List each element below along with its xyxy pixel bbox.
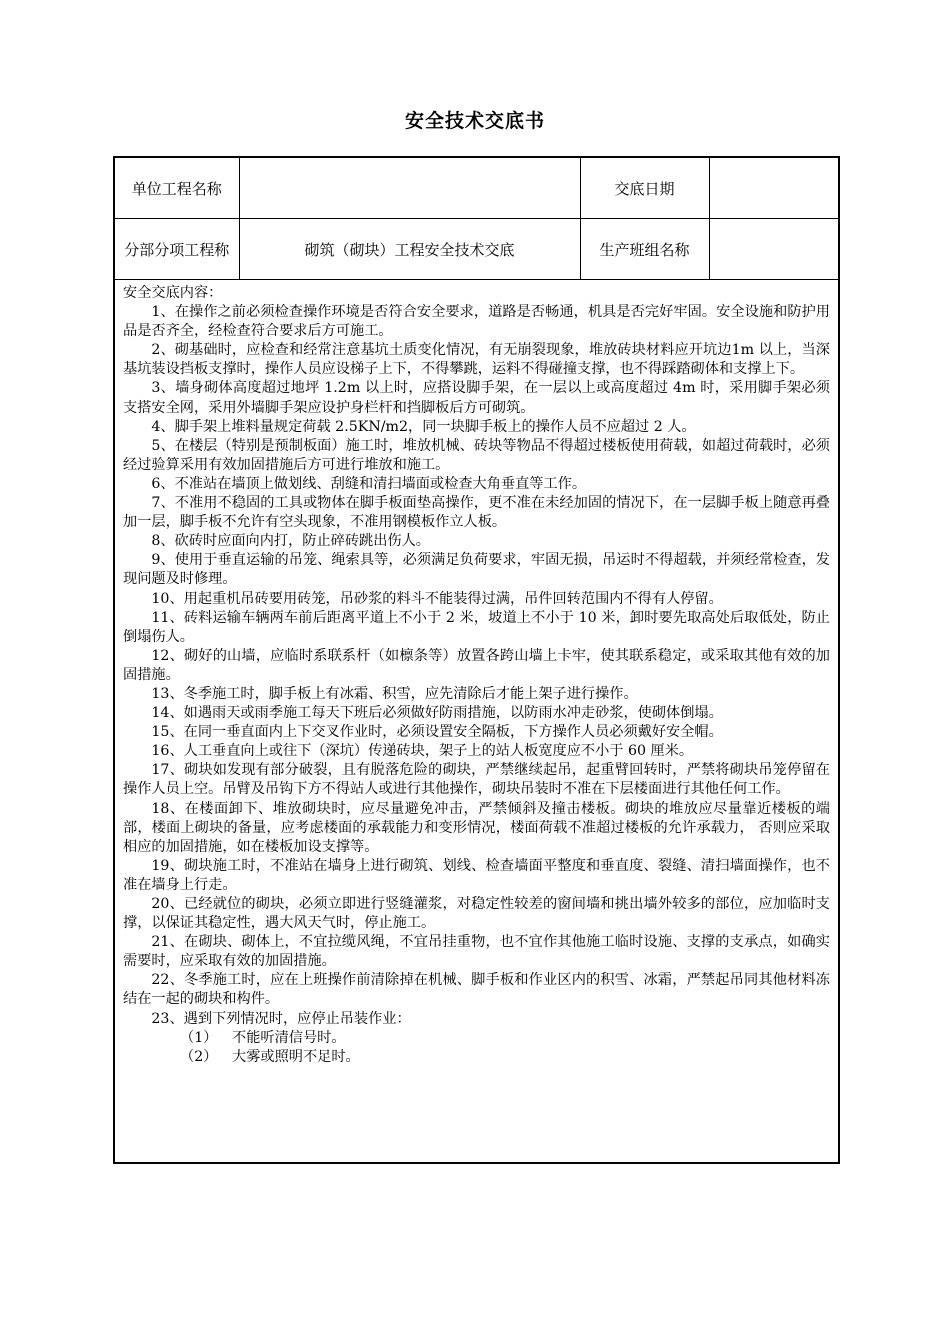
date-value[interactable] — [709, 157, 839, 219]
briefing-sub-item — [123, 1029, 830, 1048]
briefing-item: 17、砌块如发现有部分破裂，且有脱落危险的砌块，严禁继续起吊，起重臂回转时，严禁将砌块吊笼停留在操作人员上空。吊臂及吊钩下方不得站人或进行其他操作，砌块吊装时不准在下层楼面进行其他任何工作。 — [123, 762, 830, 798]
date-label: 交底日期 — [580, 157, 709, 219]
briefing-item: 10、用起重机吊砖要用砖笼，吊砂浆的料斗不能装得过满，吊件回转范围内不得有人停留。 — [151, 590, 723, 607]
sub-item-text: 大雾或照明不足时。 — [232, 1048, 360, 1065]
sub-item-text: 不能听清信号时。 — [232, 1029, 346, 1046]
briefing-item: 15、在同一垂直面内上下交叉作业时，必须设置安全隔板，下方操作人员必须戴好安全帽。 — [151, 724, 723, 741]
briefing-item: 2、砌基础时，应检查和经常注意基坑土质变化情况，有无崩裂现象，堆放砖块材料应开坑边1m 以上，当深基坑装设挡板支撑时，操作人员应设梯子上下，不得攀跳，运料不得碰撞支撑，也不得踩踏砌体和支撑上下。 — [123, 342, 830, 378]
briefing-item: 16、人工垂直向上或往下（深坑）传递砖块，架子上的站人板宽度应不小于 60 厘米。 — [151, 743, 694, 760]
briefing-items — [123, 303, 830, 1029]
team-value[interactable] — [709, 219, 839, 280]
briefing-item: 4、脚手架上堆料量规定荷载 2.5KN/m2，同一块脚手板上的操作人员不应超过 2 人。 — [151, 418, 696, 435]
briefing-item: 5、在楼层（特别是预制板面）施工时，堆放机械、砖块等物品不得超过楼板使用荷载，如超过荷载时，必须经过验算采用有效加固措施后方可进行堆放和施工。 — [123, 437, 830, 473]
briefing-item: 22、冬季施工时，应在上班操作前清除掉在机械、脚手板和作业区内的积雪、冰霜，严禁起吊同其他材料冻结在一起的砌块和构件。 — [123, 972, 830, 1008]
briefing-item: 12、砌好的山墙，应临时系联系杆（如檩条等）放置各跨山墙上卡牢，使其联系稳定，或采取其他有效的加固措施。 — [123, 647, 830, 683]
briefing-sub-item — [123, 1048, 830, 1067]
sub-project-label: 分部分项工程称 — [114, 219, 239, 280]
content-heading: 安全交底内容： — [123, 285, 223, 301]
briefing-item: 21、在砌块、砌体上，不宜拉缆风绳，不宜吊挂重物，也不宜作其他施工临时设施、支撑的支承点，如确实需要时，应采取有效的加固措施。 — [123, 934, 830, 970]
briefing-item: 1、在操作之前必须检查操作环境是否符合安全要求，道路是否畅通，机具是否完好牢固。安全设施和防护用品是否齐全，经检查符合要求后方可施工。 — [123, 304, 830, 340]
briefing-item: 14、如遇雨天或雨季施工每天下班后必须做好防雨措施，以防雨水冲走砂浆，使砌体倒塌。 — [151, 705, 723, 722]
briefing-item: 8、砍砖时应面向内打，防止碎砖跳出伤人。 — [151, 533, 430, 550]
briefing-item: 3、墙身砌体高度超过地坪 1.2m 以上时，应搭设脚手架，在一层以上或高度超过 4m 时，采用脚手架必须支搭安全网，采用外墙脚手架应设护身栏杆和挡脚板后方可砌筑。 — [123, 380, 830, 416]
sub-item-number: （1） — [180, 1029, 218, 1046]
document-title: 安全技术交底书 — [404, 110, 545, 132]
sub-project-value[interactable]: 砌筑（砌块）工程安全技术交底 — [239, 219, 580, 280]
safety-briefing-form — [113, 156, 840, 1164]
briefing-item: 18、在楼面卸下、堆放砌块时，应尽量避免冲击，严禁倾斜及撞击楼板。砌块的堆放应尽量靠近楼板的端部，楼面上砌块的备量，应考虑楼面的承载能力和变形情况，楼面荷载不准超过楼板的允许承载力， 否则应采取相应的加固措施，如在楼板加设支撑等。 — [123, 800, 830, 855]
team-label: 生产班组名称 — [580, 219, 709, 280]
sub-item-number: （2） — [180, 1048, 218, 1065]
briefing-item: 9、使用于垂直运输的吊笼、绳索具等，必须满足负荷要求，牢固无损，吊运时不得超载，并须经常检查，发现问题及时修理。 — [123, 552, 830, 588]
briefing-sub-items — [123, 1029, 830, 1067]
briefing-item: 7、不准用不稳固的工具或物体在脚手板面垫高操作，更不准在未经加固的情况下，在一层脚手板上随意再叠加一层，脚手板不允许有空头现象，不准用钢模板作立人板。 — [123, 495, 830, 531]
unit-project-label: 单位工程名称 — [114, 157, 239, 219]
briefing-item: 19、砌块施工时，不准站在墙身上进行砌筑、划线、检查墙面平整度和垂直度、裂缝、清扫墙面操作，也不准在墙身上行走。 — [123, 857, 830, 893]
briefing-content — [114, 280, 839, 1164]
briefing-item: 11、砖料运输车辆两车前后距离平道上不小于 2 米，坡道上不小于 10 米，卸时要先取高处后取低处，防止倒塌伤人。 — [123, 609, 830, 645]
briefing-item: 23、遇到下列情况时，应停止吊装作业： — [151, 1010, 411, 1027]
briefing-item: 20、已经就位的砌块，必须立即进行竖缝灌浆，对稳定性较差的窗间墙和挑出墙外较多的部位，应加临时支撑，以保证其稳定性，遇大风天气时，停止施工。 — [123, 896, 830, 932]
unit-project-value[interactable] — [239, 157, 580, 219]
briefing-item: 13、冬季施工时，脚手板上有冰霜、积雪，应先清除后才能上架子进行操作。 — [151, 685, 638, 702]
briefing-item: 6、不准站在墙顶上做划线、刮缝和清扫墙面或检查大角垂直等工作。 — [151, 475, 587, 492]
